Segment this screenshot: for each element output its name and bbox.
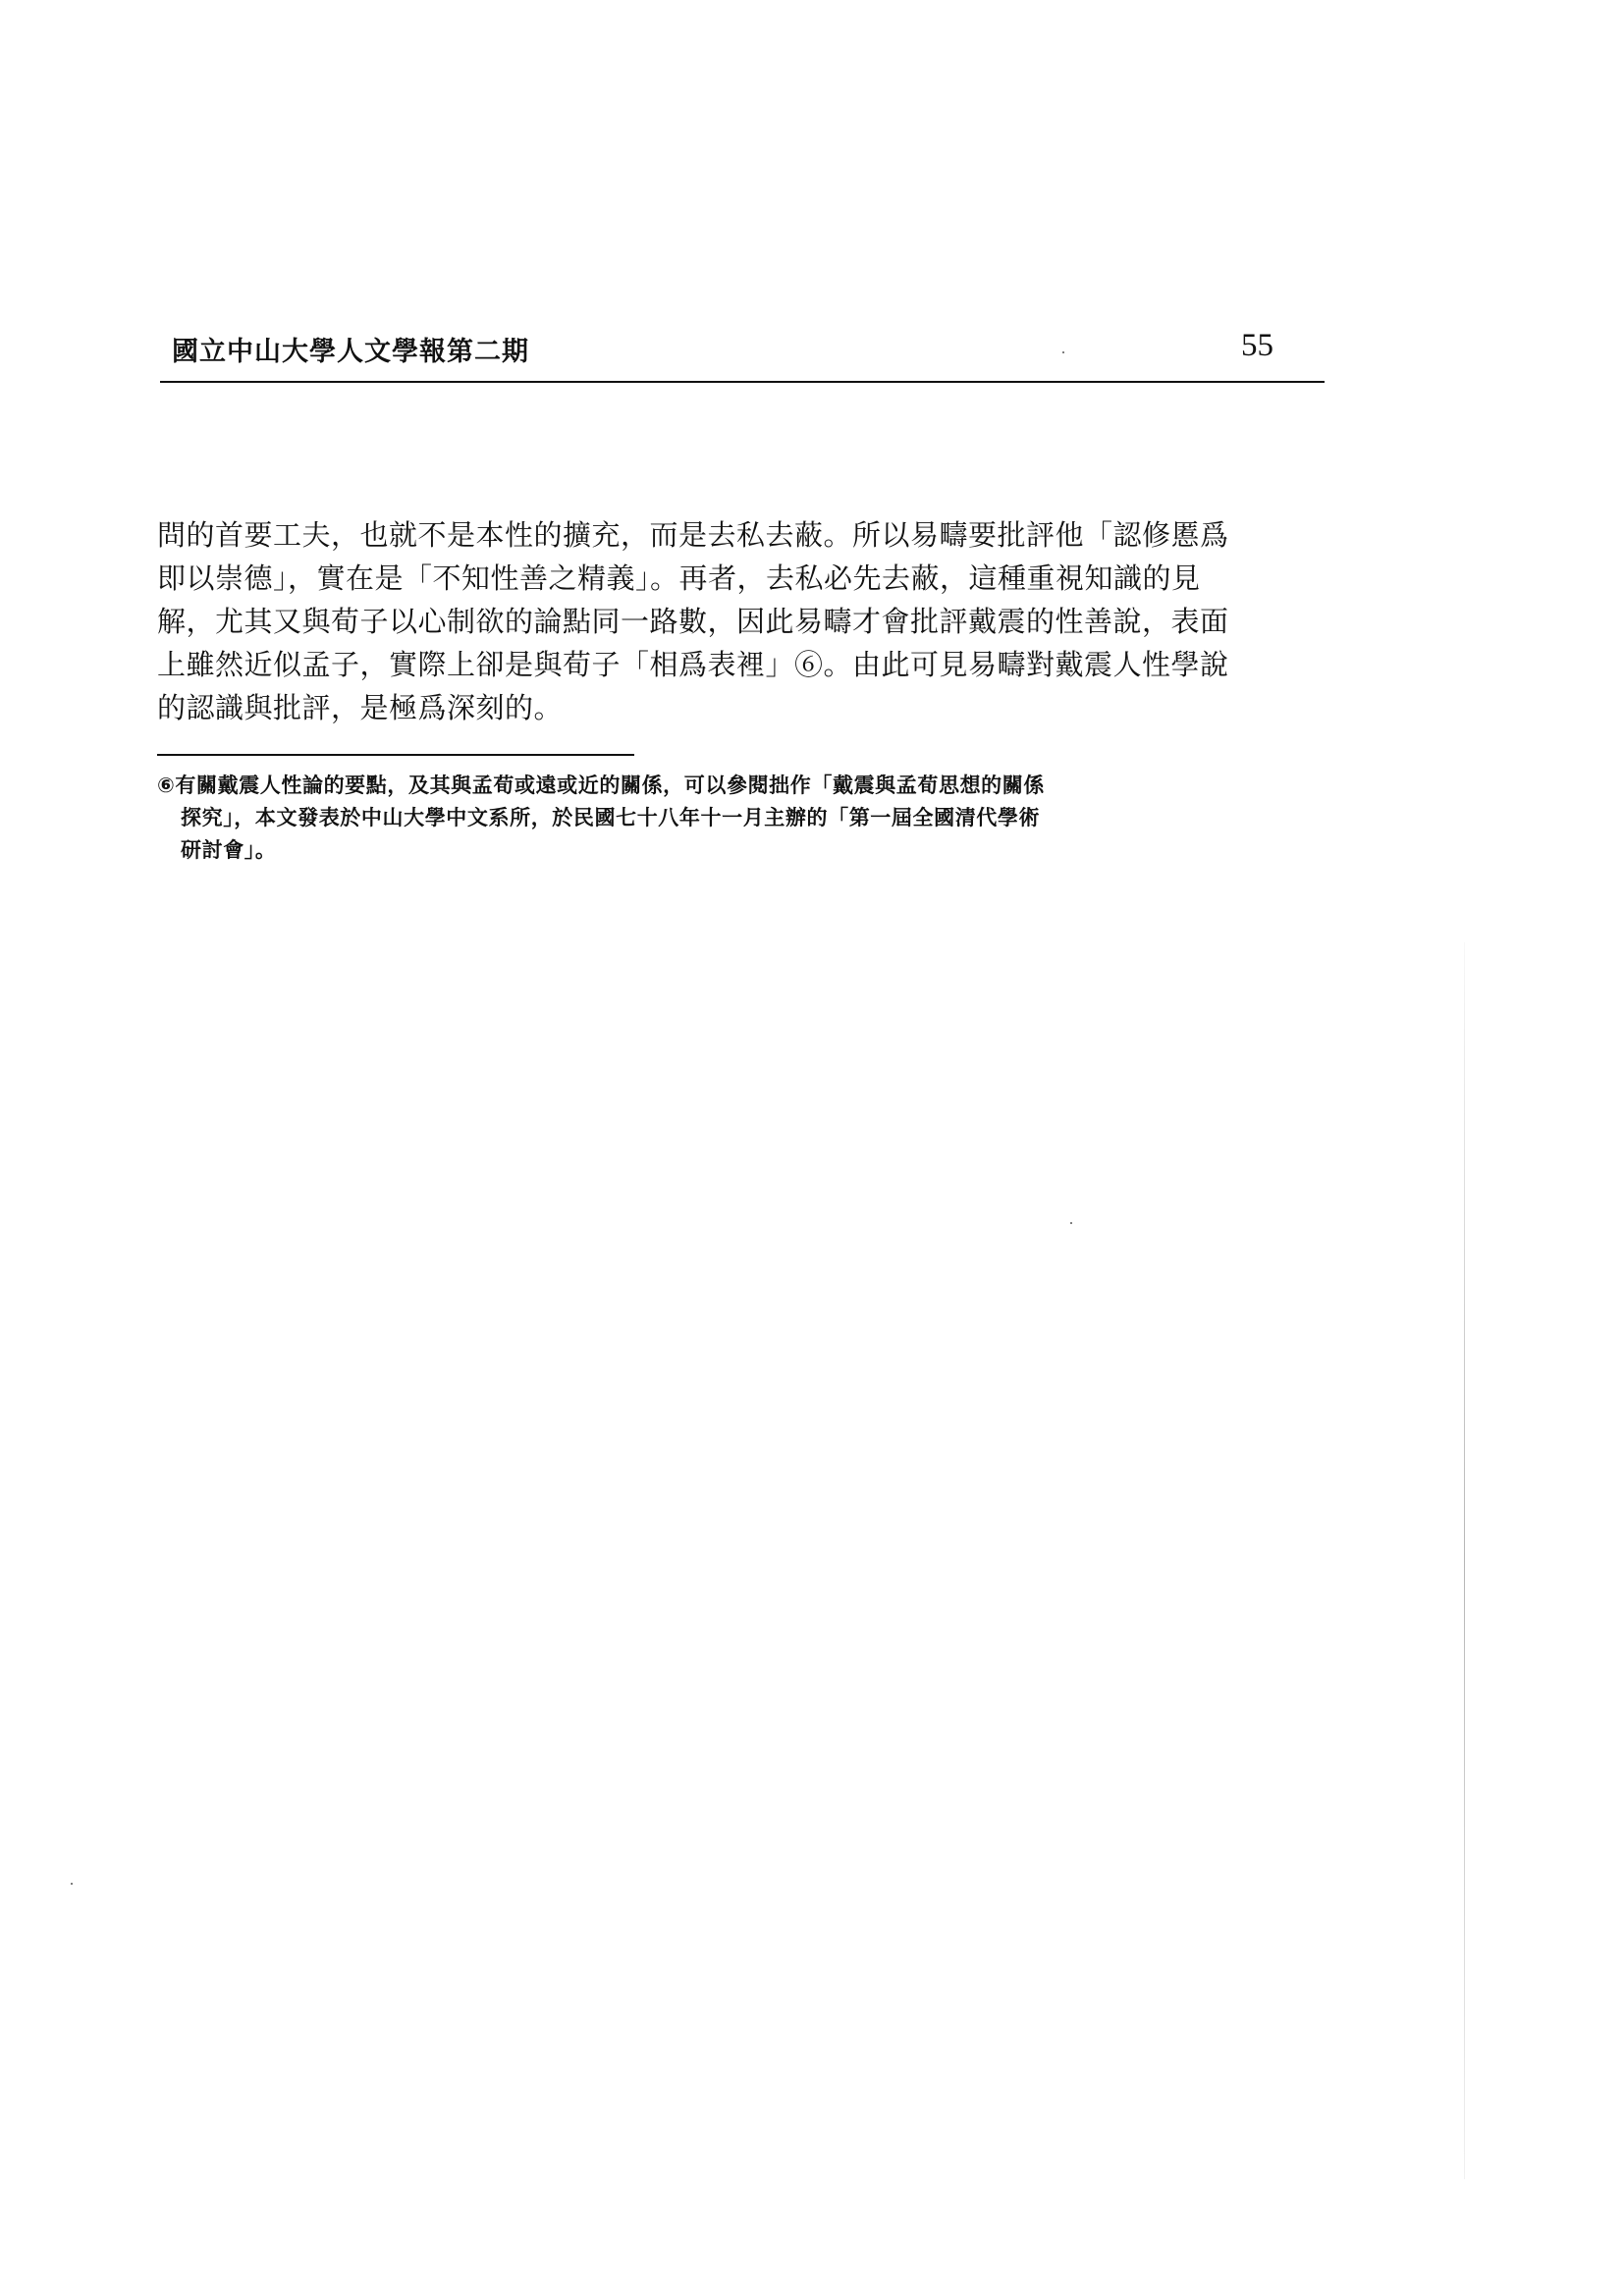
scan-speck [71,1883,73,1885]
body-line: 的認識與批評，是極爲深刻的。 [157,691,564,724]
scan-speck [1070,1222,1072,1224]
journal-title: 國立中山大學人文學報第二期 [172,337,529,367]
scan-edge-line [1464,942,1465,2179]
footnote-line: 研討會」。 [181,838,277,862]
body-line: 即以崇德」，實在是「不知性善之精義」。再者，去私必先去蔽，這種重視知識的見 [157,561,1201,595]
footnote [157,770,1247,867]
page-number: 55 [1241,328,1273,363]
footnote-line: 探究」，本文發表於中山大學中文系所，於民國七十八年十一月主辦的「第一屆全國清代學術 [181,806,1041,829]
body-line: 問的首要工夫，也就不是本性的擴充，而是去私去蔽。所以易疇要批評他「認修慝爲 [157,518,1229,552]
body-line: 上雖然近似孟子，實際上卻是與荀子「相爲表裡」⑥。由此可見易疇對戴震人性學說 [157,648,1229,681]
running-header [160,322,1325,373]
footnote-line: ⑥有關戴震人性論的要點，及其與孟荀或遠或近的關係，可以參閱拙作「戴震與孟荀思想的關係 [157,774,1045,797]
body-line: 解，尤其又與荀子以心制欲的論點同一路數，因此易疇才會批評戴震的性善說，表面 [157,605,1229,638]
body-paragraph [157,513,1247,729]
header-rule [160,381,1325,383]
scan-speck [1062,351,1064,353]
footnote-rule [157,754,634,756]
